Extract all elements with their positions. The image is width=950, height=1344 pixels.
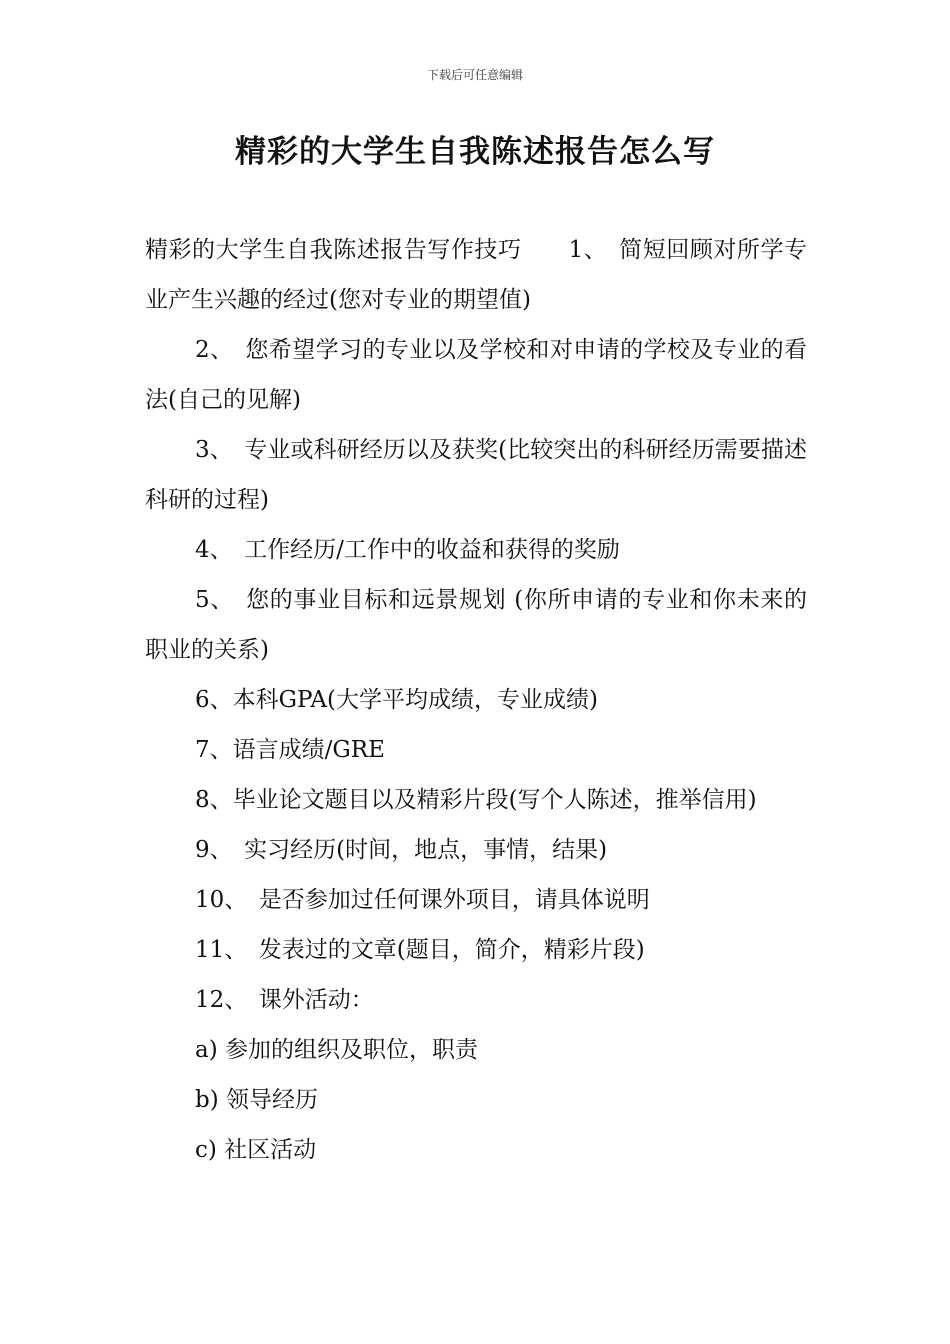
paragraph: 7、语言成绩/GRE — [195, 737, 385, 763]
paragraph: 11、 发表过的文章(题目，简介，精彩片段) — [195, 937, 645, 963]
paragraph: 12、 课外活动： — [195, 987, 374, 1013]
paragraph: 10、 是否参加过任何课外项目，请具体说明 — [195, 887, 650, 913]
paragraph: 精彩的大学生自我陈述报告写作技巧 1、 简短回顾对所学专业产生兴趣的经过(您对专业的期望值) — [145, 237, 807, 313]
list-item: c) 社区活动 — [195, 1137, 317, 1163]
list-item: b) 领导经历 — [195, 1087, 319, 1113]
header-note: 下载后可任意编辑 — [426, 68, 523, 82]
list-item: a) 参加的组织及职位，职责 — [195, 1037, 478, 1063]
document-body — [145, 225, 807, 1175]
paragraph: 9、 实习经历(时间，地点，事情，结果) — [195, 837, 608, 863]
paragraph: 3、 专业或科研经历以及获奖(比较突出的科研经历需要描述科研的过程) — [145, 437, 807, 513]
document-title: 精彩的大学生自我陈述报告怎么写 — [235, 134, 715, 170]
paragraph: 4、 工作经历/工作中的收益和获得的奖励 — [195, 537, 620, 563]
paragraph: 2、 您希望学习的专业以及学校和对申请的学校及专业的看法(自己的见解) — [145, 337, 807, 413]
paragraph: 5、 您的事业目标和远景规划 (你所申请的专业和你未来的职业的关系) — [145, 587, 807, 663]
paragraph: 6、本科GPA(大学平均成绩，专业成绩) — [195, 687, 598, 713]
paragraph: 8、毕业论文题目以及精彩片段(写个人陈述，推举信用) — [195, 787, 757, 813]
